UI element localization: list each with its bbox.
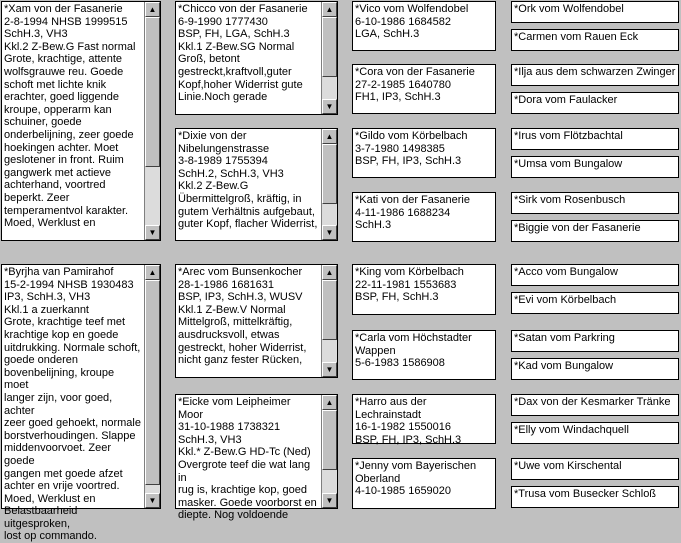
ancestor-box [352, 458, 496, 509]
ancestor-name: *Evi vom Körbelbach [514, 294, 617, 306]
ancestor-name-field [511, 330, 679, 352]
scroll-down-arrow-icon[interactable]: ▼ [145, 493, 160, 508]
ancestor-box [352, 128, 496, 178]
sire-detail-box[interactable] [1, 1, 161, 241]
grandparent-detail-box[interactable] [175, 1, 338, 115]
ancestor-name-field [511, 1, 679, 23]
sire-detail-text: *Byrjha van Pamirahof 15-2-1994 NHSB 1930483 IP3, SchH.3, VH3 Kkl.1 a zuerkannt Grote, krachtige teef met krachtige kop en goede uitdrukking. Normale schoft, goede onderen bovenbelijning, kroupe moet langer zijn, voor goed, achter zeer goed gehoekt, normale borstverhoudingen. Slappe middenvoorvoet. Zeer goede gangen met goede afzet achter en vrije voortred. Moed, Werklust en Belastbaarheid uitgesproken, lost op commando. [4, 266, 141, 543]
ancestor-name-field [511, 292, 679, 314]
scrollbar[interactable] [144, 265, 160, 508]
ancestor-name-field [511, 458, 679, 480]
scroll-up-arrow-icon[interactable]: ▲ [322, 265, 337, 280]
scroll-down-arrow-icon[interactable]: ▼ [322, 362, 337, 377]
ancestor-box [352, 394, 496, 444]
ancestor-name: *Satan vom Parkring [514, 332, 615, 344]
grandparent-detail-text: *Eicke vom Leipheimer Moor 31-10-1988 1738321 SchH.3, VH3 Kkl.* Z-Bew.G HD-Tc (Ned) Overgrote teef die wat lang in rug is, krachtige kop, goed masker. Goede voorborst en diepte. Nog voldoende [178, 396, 317, 522]
ancestor-name-field [511, 92, 679, 114]
ancestor-name: *Uwe vom Kirschental [514, 460, 622, 472]
ancestor-name-field [511, 264, 679, 286]
ancestor-box [352, 330, 496, 380]
ancestor-text: *Vico vom Wolfendobel 6-10-1986 1684582 LGA, SchH.3 [355, 3, 469, 41]
ancestor-name: *Elly vom Windachquell [514, 424, 629, 436]
ancestor-box [352, 64, 496, 114]
scroll-thumb[interactable] [145, 280, 160, 485]
scroll-thumb[interactable] [322, 280, 337, 340]
scroll-up-arrow-icon[interactable]: ▲ [145, 2, 160, 17]
ancestor-name-field [511, 64, 679, 86]
scroll-thumb[interactable] [322, 144, 337, 204]
ancestor-name-field [511, 220, 679, 242]
ancestor-name: *Biggie von der Fasanerie [514, 222, 641, 234]
ancestor-name: *Dora vom Faulacker [514, 94, 618, 106]
scroll-thumb[interactable] [322, 410, 337, 470]
ancestor-text: *Kati von der Fasanerie 4-11-1986 1688234 SchH.3 [355, 194, 470, 232]
scrollbar[interactable] [321, 2, 337, 114]
scroll-down-arrow-icon[interactable]: ▼ [145, 225, 160, 240]
ancestor-name-field [511, 128, 679, 150]
scrollbar[interactable] [321, 129, 337, 240]
sire-detail-text: *Xam von der Fasanerie 2-8-1994 NHSB 1999515 SchH.3, VH3 Kkl.2 Z-Bew.G Fast normal Grote, krachtige, attente wolfsgrauwe reu. Goede schoft met lichte knik erachter, goed liggende kroupe, opperarm kan schuiner, goede onderbelijning, zeer goede hoekingen achter. Moet geslotener in front. Ruim gangwerk met actieve achterhand, voortred beperkt. Zeer temperamentvol karakter. Moed, Werklust en [4, 3, 136, 230]
grandparent-detail-text: *Chicco von der Fasanerie 6-9-1990 1777430 BSP, FH, LGA, SchH.3 Kkl.1 Z-Bew.SG Normal Groß, betont gestreckt,kraftvoll,guter Kopf,hoher Widerrist gute Linie.Noch gerade [178, 3, 308, 104]
scroll-down-arrow-icon[interactable]: ▼ [322, 225, 337, 240]
sire-detail-box[interactable] [1, 264, 161, 543]
ancestor-name: *Sirk vom Rosenbusch [514, 194, 626, 206]
ancestor-name-field [511, 422, 679, 444]
grandparent-detail-text: *Dixie von der Nibelungenstrasse 3-8-1989 1755394 SchH.2, SchH.3, VH3 Kkl.2 Z-Bew.G Übermittelgroß, kräftig, in gutem Verhältnis aufgebaut, guter Kopf, flacher Widerrist, [178, 130, 318, 231]
ancestor-name: *Ilja aus dem schwarzen Zwinger [514, 66, 676, 78]
ancestor-name: *Dax von der Kesmarker Tränke [514, 396, 671, 408]
ancestor-name: *Irus vom Flötzbachtal [514, 130, 623, 142]
scroll-up-arrow-icon[interactable]: ▲ [322, 395, 337, 410]
grandparent-detail-text: *Arec vom Bunsenkocher 28-1-1986 1681631 BSP, IP3, SchH.3, WUSV Kkl.1 Z-Bew.V Normal Mittelgroß, mittelkräftig, ausdrucksvoll, etwas gestreckt, hoher Widerrist, nicht ganz fester Rücken, [178, 266, 307, 367]
grandparent-detail-box[interactable] [175, 128, 338, 241]
ancestor-box [352, 264, 496, 315]
scroll-up-arrow-icon[interactable]: ▲ [322, 129, 337, 144]
scrollbar[interactable] [321, 265, 337, 377]
ancestor-text: *Harro aus der Lechrainstadt 16-1-1982 1550016 BSP, FH, IP3, SchH.3 [355, 396, 462, 446]
ancestor-name-field [511, 156, 679, 178]
ancestor-text: *King vom Körbelbach 22-11-1981 1553683 BSP, FH, SchH.3 [355, 266, 464, 304]
ancestor-text: *Gildo vom Körbelbach 3-7-1980 1498385 BSP, FH, IP3, SchH.3 [355, 130, 468, 168]
ancestor-name: *Ork vom Wolfendobel [514, 3, 624, 15]
scroll-up-arrow-icon[interactable]: ▲ [322, 2, 337, 17]
ancestor-name-field [511, 486, 679, 508]
ancestor-text: *Jenny vom Bayerischen Oberland 4-10-1985 1659020 [355, 460, 477, 498]
ancestor-name: *Carmen vom Rauen Eck [514, 31, 639, 43]
ancestor-name-field [511, 394, 679, 416]
scroll-thumb[interactable] [322, 17, 337, 77]
ancestor-text: *Carla vom Höchstadter Wappen 5-6-1983 1586908 [355, 332, 472, 370]
ancestor-name-field [511, 29, 679, 51]
scroll-down-arrow-icon[interactable]: ▼ [322, 99, 337, 114]
ancestor-name: *Trusa vom Busecker Schloß [514, 488, 657, 500]
ancestor-name-field [511, 192, 679, 214]
ancestor-name: *Umsa vom Bungalow [514, 158, 623, 170]
scroll-up-arrow-icon[interactable]: ▲ [145, 265, 160, 280]
grandparent-detail-box[interactable] [175, 394, 338, 522]
scrollbar[interactable] [321, 395, 337, 508]
ancestor-box [352, 1, 496, 51]
ancestor-box [352, 192, 496, 242]
ancestor-text: *Cora von der Fasanerie 27-2-1985 1640780 FH1, IP3, SchH.3 [355, 66, 475, 104]
grandparent-detail-box[interactable] [175, 264, 338, 378]
ancestor-name-field [511, 358, 679, 380]
ancestor-name: *Acco vom Bungalow [514, 266, 618, 278]
ancestor-name: *Kad vom Bungalow [514, 360, 614, 372]
scroll-thumb[interactable] [145, 17, 160, 167]
scroll-down-arrow-icon[interactable]: ▼ [322, 493, 337, 508]
scrollbar[interactable] [144, 2, 160, 240]
